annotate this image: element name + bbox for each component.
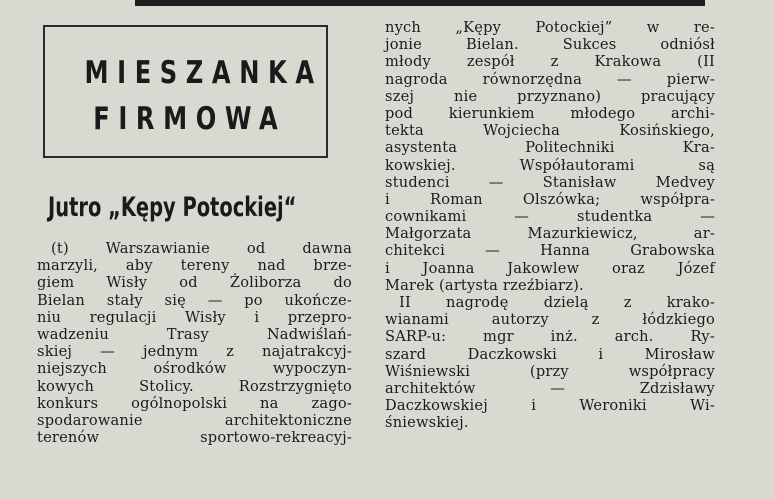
text-line: kowskiej. Współautorami są	[385, 156, 715, 174]
text-line: cownikami — studentka —	[385, 208, 715, 226]
text-line: jonie Bielan. Sukces odniósł	[385, 36, 715, 54]
text-line: Marek (artysta rzeźbiarz).	[385, 276, 584, 294]
text-line: Bielan stały się — po ukończe-	[37, 291, 352, 309]
text-line: nych „Kępy Potockiej” w re-	[385, 19, 715, 36]
text-line: studenci — Stanisław Medvey	[385, 173, 715, 191]
text-line: architektów — Zdzisławy	[385, 379, 715, 397]
text-line: młody zespół z Krakowa (II	[385, 53, 715, 71]
article-column-right	[385, 19, 715, 432]
text-line: niejszych ośrodków wypoczyn-	[37, 360, 352, 378]
text-line: szej nie przyznano) pracujący	[385, 87, 715, 105]
text-line: tekta Wojciecha Kosińskiego,	[385, 122, 715, 140]
text-line: Wiśniewski (przy współpracy	[385, 362, 715, 380]
text-line: asystenta Politechniki Kra-	[385, 139, 715, 157]
text-line: wianami autorzy z łódzkiego	[385, 311, 715, 329]
text-line: giem Wisły od Żoliborza do	[37, 274, 352, 292]
text-line: SARP-u: mgr inż. arch. Ry-	[385, 328, 715, 346]
text-line: i Joanna Jakowlew oraz Józef	[385, 259, 715, 277]
text-line: marzyli, aby tereny nad brze-	[37, 257, 352, 275]
article-column-left	[37, 240, 352, 446]
text-line: spodarowanie architektoniczne	[37, 411, 352, 429]
text-line: Daczkowskiej i Weroniki Wi-	[385, 397, 715, 415]
text-line: terenów sportowo-rekreacyj-	[37, 429, 352, 447]
section-title-box	[43, 25, 328, 158]
text-line: II nagrodę dzielą z krako-	[399, 294, 715, 311]
text-line: skiej — jednym z najatrakcyj-	[37, 343, 352, 361]
text-line: śniewskiej.	[385, 414, 469, 432]
text-line: nagroda równorzędna — pierw-	[385, 70, 715, 88]
text-line: kowych Stolicy. Rozstrzygnięto	[37, 377, 352, 395]
text-line: szard Daczkowski i Mirosław	[385, 345, 715, 363]
text-line: i Roman Olszówka; współpra-	[385, 190, 715, 208]
text-line: konkurs ogólnopolski na zago-	[37, 394, 352, 412]
text-line: niu regulacji Wisły i przepro-	[37, 308, 352, 326]
text-line: Małgorzata Mazurkiewicz, ar-	[385, 225, 715, 243]
text-line: chitekci — Hanna Grabowska	[385, 242, 715, 260]
text-line: pod kierunkiem młodego archi-	[385, 104, 715, 122]
article-headline: Jutro „Kępy Potockiej“	[48, 192, 297, 223]
text-line: (t) Warszawianie od dawna	[51, 240, 352, 257]
text-line: wadzeniu Trasy Nadwiślań-	[37, 325, 352, 343]
section-title-line-1: MIESZANKA	[84, 55, 323, 91]
top-rule	[135, 0, 705, 6]
section-title-line-2: FIRMOWA	[93, 101, 287, 137]
